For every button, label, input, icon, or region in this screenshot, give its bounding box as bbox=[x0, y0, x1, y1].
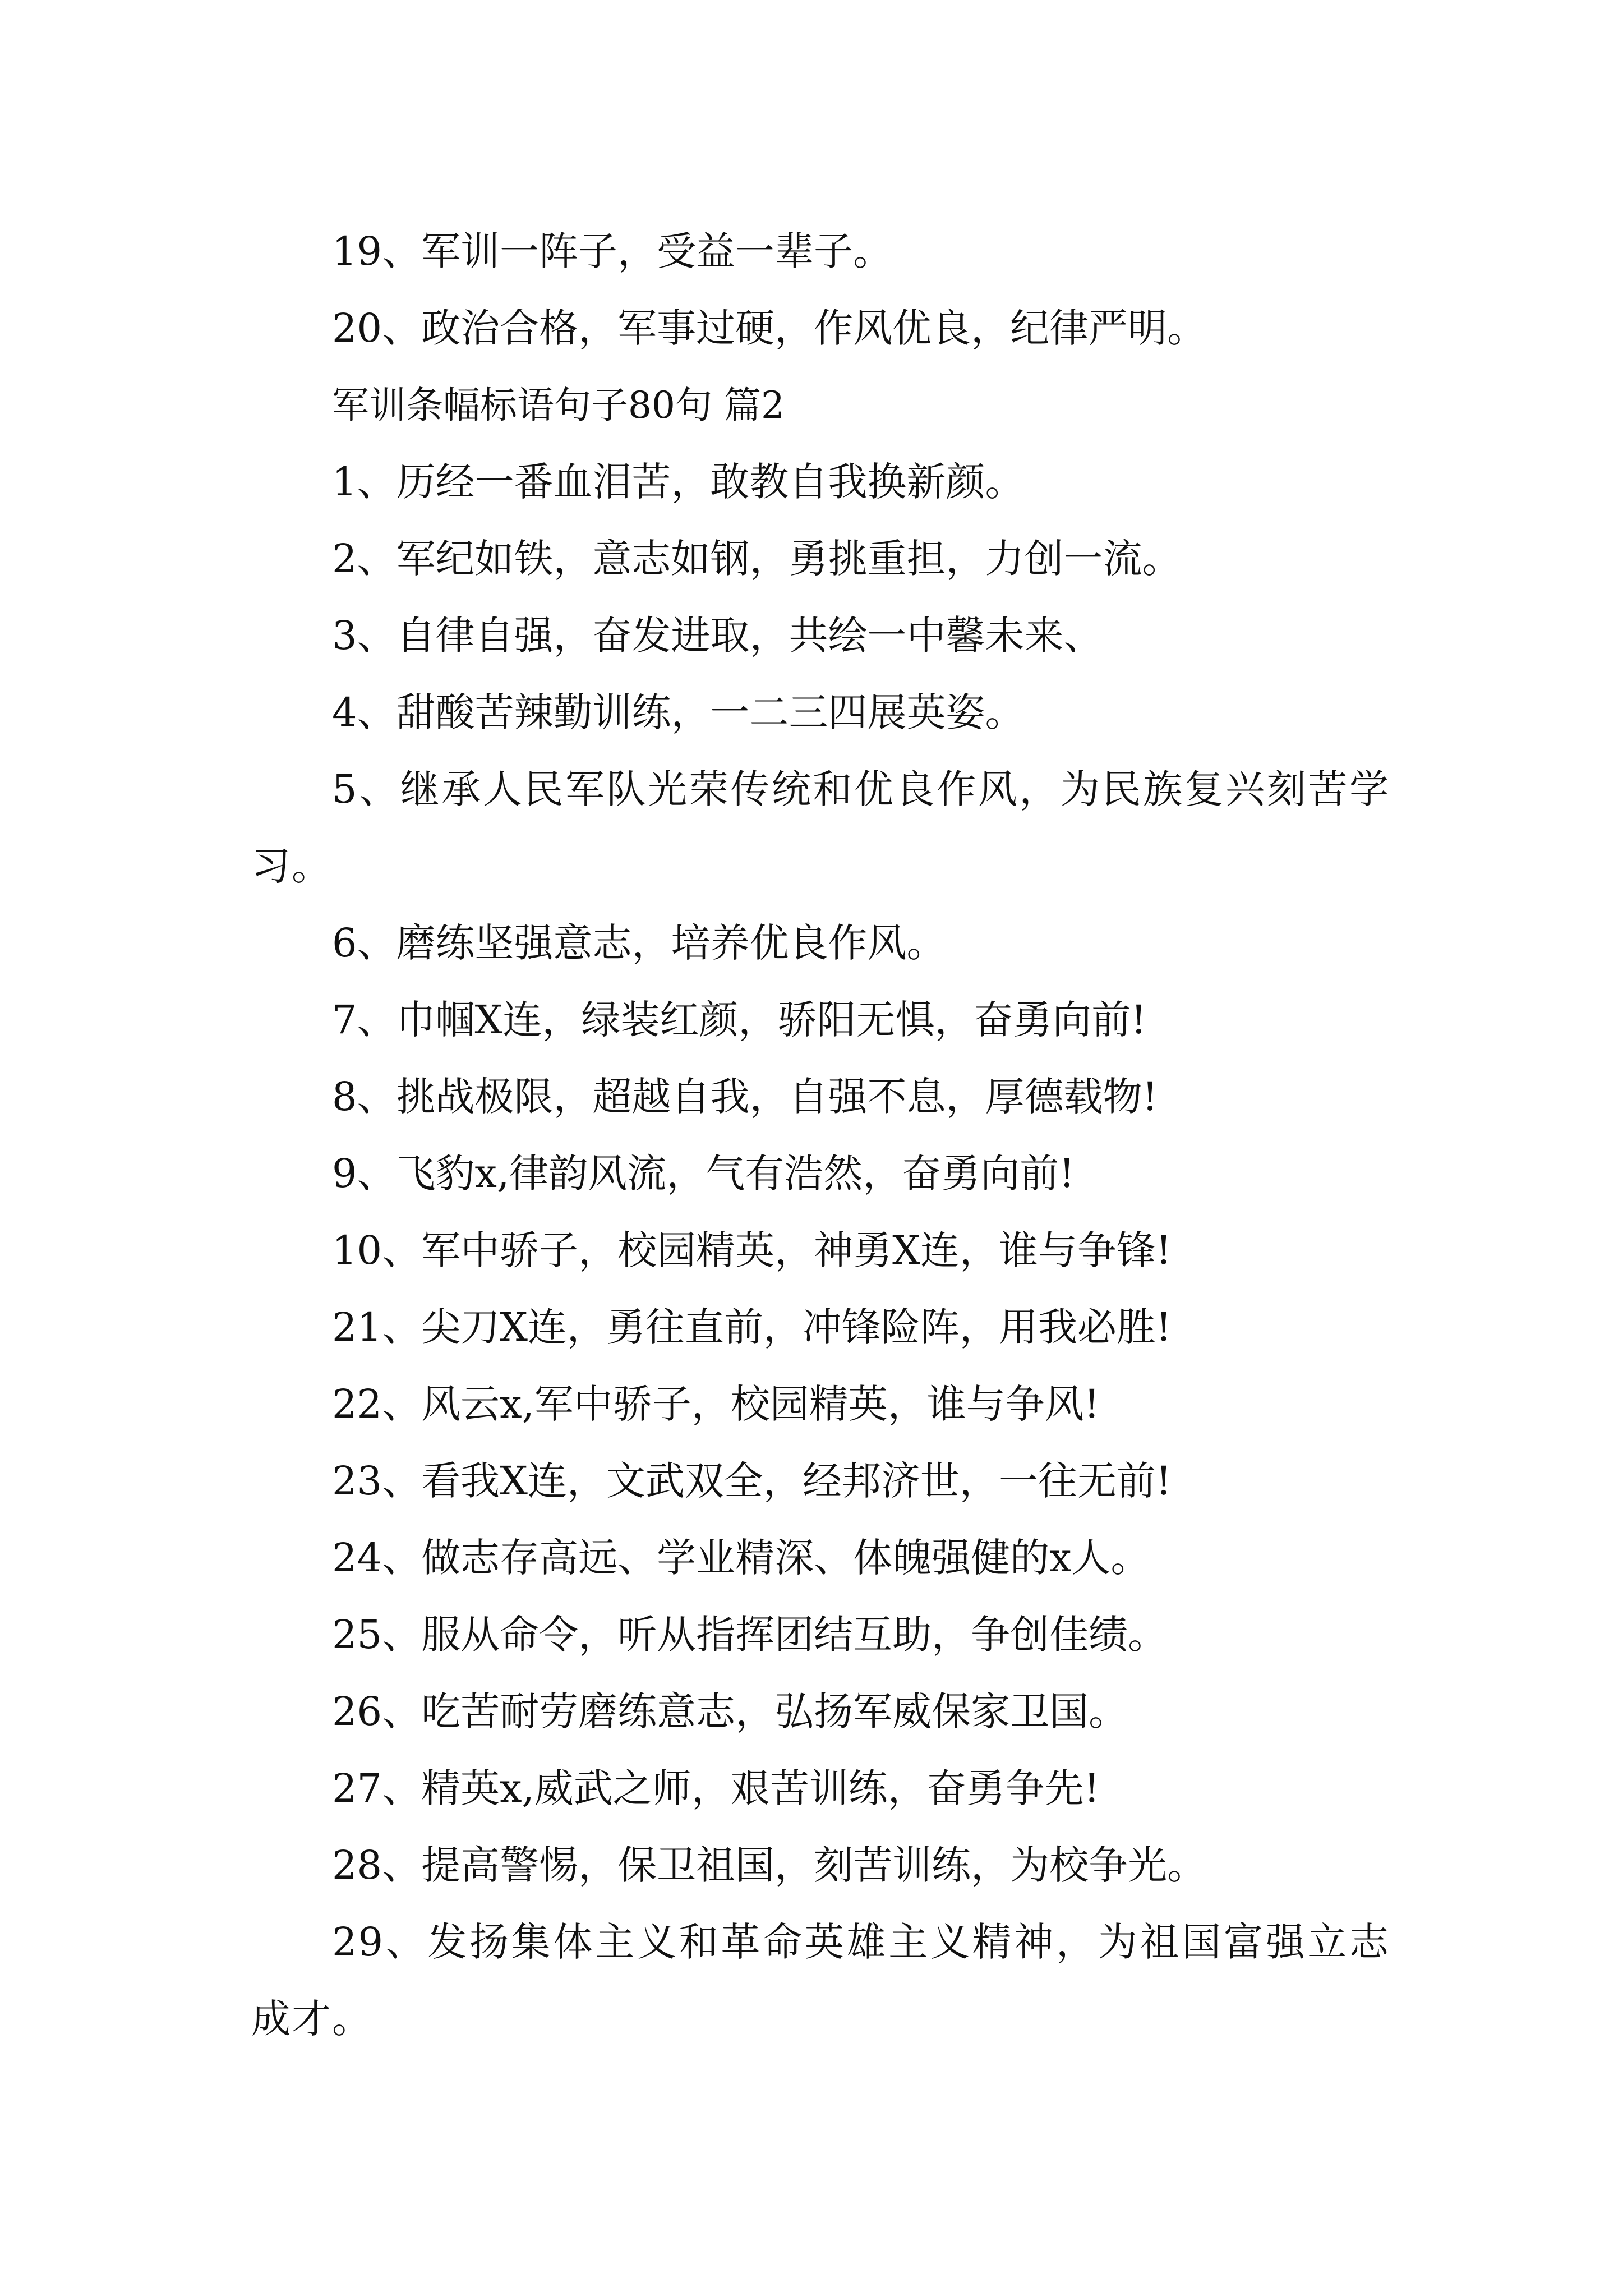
list-item-20: 20、政治合格，军事过硬，作风优良，纪律严明。 bbox=[332, 305, 1207, 351]
list-item-5: 5、继承人民军队光荣传统和优良作风，为民族复兴刻苦学习。 bbox=[251, 766, 1390, 889]
list-item-7: 7、巾帼X连，绿装红颜，骄阳无惧，奋勇向前! bbox=[332, 997, 1147, 1043]
list-item-19: 19、军训一阵子，受益一辈子。 bbox=[332, 228, 893, 274]
list-item-29: 29、发扬集体主义和革命英雄主义精神，为祖国富强立志成才。 bbox=[251, 1919, 1390, 2042]
list-item-27: 27、精英x,威武之师，艰苦训练，奋勇争先! bbox=[332, 1765, 1100, 1811]
list-item-23: 23、看我X连，文武双全，经邦济世，一往无前! bbox=[332, 1458, 1172, 1504]
list-item-6: 6、磨练坚强意志，培养优良作风。 bbox=[332, 920, 946, 966]
list-item-25: 25、服从命令，听从指挥团结互助，争创佳绩。 bbox=[332, 1612, 1168, 1658]
list-item-8: 8、挑战极限，超越自我，自强不息，厚德载物! bbox=[332, 1074, 1158, 1120]
list-item-10: 10、军中骄子，校园精英，神勇X连，谁与争锋! bbox=[332, 1227, 1172, 1273]
list-item-2: 2、军纪如铁，意志如钢，勇挑重担，力创一流。 bbox=[332, 536, 1182, 582]
list-item-22: 22、风云x,军中骄子，校园精英，谁与争风! bbox=[332, 1381, 1100, 1427]
list-item-9: 9、飞豹x,律韵风流，气有浩然，奋勇向前! bbox=[332, 1151, 1075, 1197]
document-body bbox=[251, 213, 1390, 2058]
list-item-21: 21、尖刀X连，勇往直前，冲锋险阵，用我必胜! bbox=[332, 1304, 1172, 1350]
list-item-3: 3、自律自强，奋发进取，共绘一中馨未来、 bbox=[332, 613, 1103, 659]
list-item-28: 28、提高警惕，保卫祖国，刻苦训练，为校争光。 bbox=[332, 1842, 1207, 1888]
list-item-24: 24、做志存高远、学业精深、体魄强健的x人。 bbox=[332, 1535, 1150, 1581]
list-item-4: 4、甜酸苦辣勤训练，一二三四展英姿。 bbox=[332, 689, 1025, 735]
list-item-1: 1、历经一番血泪苦，敢教自我换新颜。 bbox=[332, 459, 1025, 505]
section-heading: 军训条幅标语句子80句 篇2 bbox=[332, 384, 785, 427]
list-item-26: 26、吃苦耐劳磨练意志，弘扬军威保家卫国。 bbox=[332, 1688, 1128, 1734]
